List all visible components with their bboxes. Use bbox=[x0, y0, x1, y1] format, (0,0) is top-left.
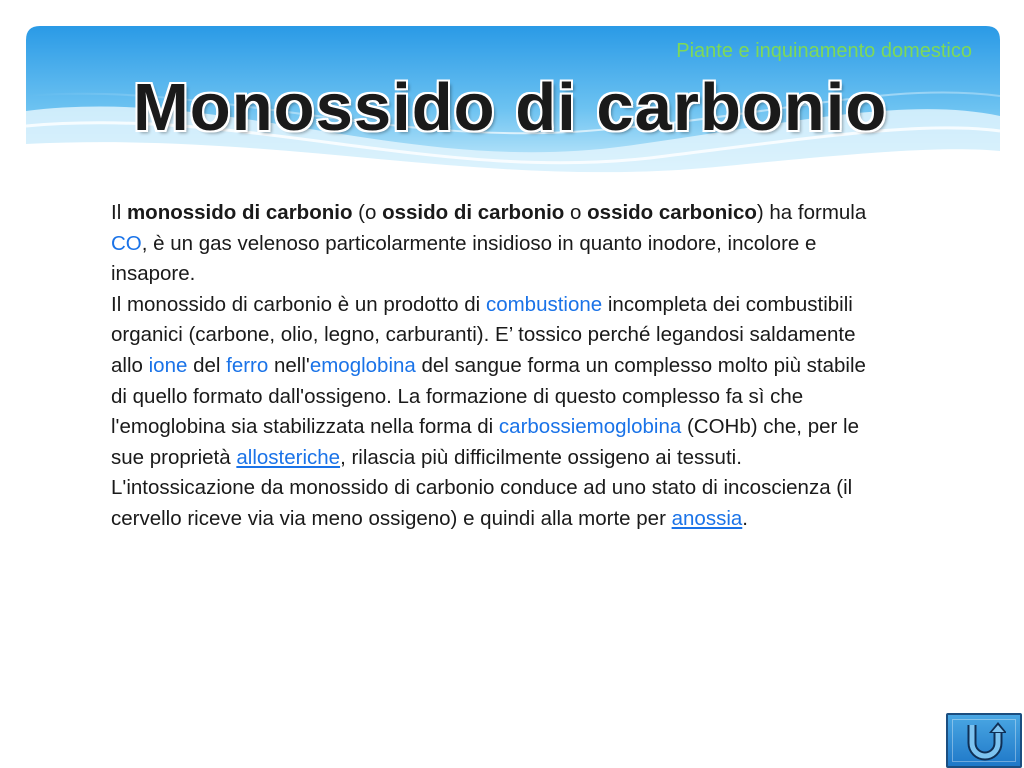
bold-term: ossido carbonico bbox=[587, 201, 757, 224]
text: Il monossido di carbonio è un prodotto di bbox=[111, 292, 486, 316]
text: (COHb) che, per le sue proprietà bbox=[111, 415, 859, 469]
back-button[interactable] bbox=[946, 713, 1022, 768]
text: nell' bbox=[268, 353, 310, 377]
paragraph-2 bbox=[111, 290, 881, 535]
text: del bbox=[187, 353, 227, 377]
article-body bbox=[111, 198, 881, 535]
link-allosteriche[interactable]: allosteriche bbox=[236, 445, 341, 469]
bold-term: ossido di carbonio bbox=[382, 201, 565, 224]
text: incompleta dei combustibili organici (carbone, olio, legno, carburanti). E’ tossico perché legandosi saldamente allo bbox=[111, 292, 856, 377]
text: ) ha formula bbox=[756, 201, 867, 224]
page-title: Monossido di carbonio bbox=[133, 70, 888, 145]
link-ferro[interactable]: ferro bbox=[226, 353, 269, 377]
text: , rilascia più difficilmente ossigeno ai tessuti. L'intossicazione da monossido di carbonio conduce ad uno stato di incoscienza (il cervello riceve via via meno ossigeno) e quindi alla morte per bbox=[111, 445, 853, 530]
text: , è un gas velenoso particolarmente insidioso in quanto inodore, incolore e insapore. bbox=[111, 231, 817, 286]
text: (o bbox=[352, 201, 383, 224]
text: Il bbox=[111, 201, 127, 224]
link-combustione[interactable]: combustione bbox=[485, 292, 603, 316]
text: del sangue forma un complesso molto più stabile di quello formato dall'ossigeno. La formazione di questo complesso fa sì che l'emoglobina sia stabilizzata nella forma di bbox=[111, 353, 866, 439]
u-turn-back-arrow-icon bbox=[964, 721, 1006, 761]
text: . bbox=[742, 506, 748, 530]
paragraph-1 bbox=[111, 198, 881, 290]
link-co[interactable]: CO bbox=[111, 231, 142, 255]
link-ione[interactable]: ione bbox=[148, 353, 188, 377]
text: o bbox=[564, 201, 588, 224]
presentation-subtitle: Piante e inquinamento domestico bbox=[676, 40, 972, 62]
link-emoglobina[interactable]: emoglobina bbox=[309, 353, 416, 377]
link-carbossiemoglobina[interactable]: carbossiemoglobina bbox=[498, 415, 682, 439]
bold-term: monossido di carbonio bbox=[126, 201, 353, 224]
link-anossia[interactable]: anossia bbox=[671, 506, 743, 530]
